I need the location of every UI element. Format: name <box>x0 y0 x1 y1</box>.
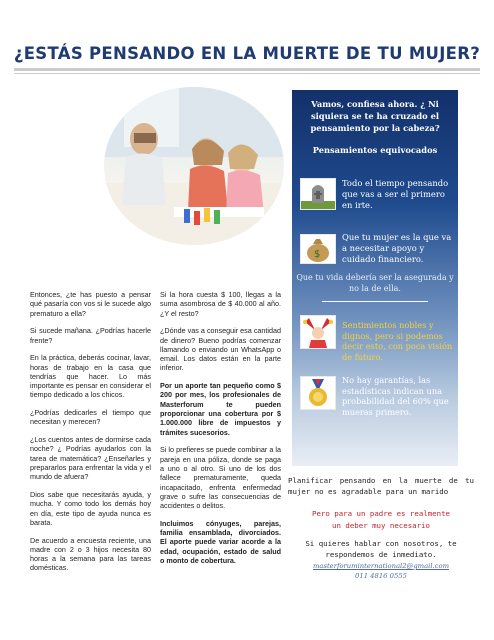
panel-subheader: Pensamientos equivocados <box>312 145 438 155</box>
left-paragraph-1: Entonces, ¿te has puesto a pensar qué pasaría con vos si le sucede algo prematuro a ella? <box>30 290 151 318</box>
middle-paragraph-1: Si la hora cuesta $ 100, llegas a la suma asombrosa de $ 40.000 al año. ¿Y el resto? <box>160 290 281 318</box>
panel-divider <box>322 301 428 302</box>
svg-text:$: $ <box>314 249 321 260</box>
left-text-column <box>30 290 151 581</box>
panel-header: Vamos, confiesa ahora. ¿ Ni siquiera se te ha cruzado el pensamiento por la cabeza? <box>310 99 440 133</box>
middle-paragraph-4: Si lo prefieres se puede combinar a la pareja en una póliza, donde se paga a uno o al otro. Si uno de los dos fallece prematuramente, queda incapacitado, enfrenta enfermedad grave o sufre las consecuencias de accidentes o delitos. <box>160 445 281 511</box>
left-paragraph-7: De acuerdo a encuesta reciente, una madre con 2 o 3 hijos necesita 80 horas a la semana para las tareas domésticas. <box>30 535 151 573</box>
middle-text-column <box>160 290 281 574</box>
panel-item-1: Todo el tiempo pensando que vas a ser el primero en irte. <box>342 178 449 210</box>
panel-item-2: Que tu mujer es la que va a necesitar apoyo y cuidado financiero. <box>342 232 452 264</box>
email-link[interactable]: masterforuminternational2@gmail.com <box>312 562 450 570</box>
family-photo-illustration <box>104 87 284 245</box>
left-paragraph-5: ¿Los cuentos antes de dormirse cada noche? ¿ Podrías ayudarlos con la tarea de matemática? ¿Enseñarles y prepararlos para enfrentar la vida y el mundo de afuera? <box>30 435 151 482</box>
left-paragraph-3: En la práctica, deberás cocinar, lavar, horas de trabajo en la casa que tendrías que hacer. Lo más importante es pensar en considerar el tiempo dedicado a los chicos. <box>30 353 151 400</box>
jester-icon <box>300 315 336 349</box>
middle-paragraph-coverage: Incluimos cónyuges, parejas, familia ensamblada, divorciados. El aporte puede variar acorde a la edad, ocupación, estado de salud o monto de cobertura. <box>160 518 281 565</box>
left-paragraph-2: Si sucede mañana. ¿Podrías hacerle frente? <box>30 326 151 345</box>
tombstone-icon <box>300 178 336 210</box>
family-photo <box>104 87 284 245</box>
medal-icon <box>300 376 336 410</box>
middle-paragraph-offer: Por un aporte tan pequeño como $ 200 por mes, los profesionales de Masterforum te pueden proporcionar una cobertura por $ 1.000.000 libre de impuestos y trámites sucesorios. <box>160 381 281 437</box>
planning-message: Planificar pensando en la muerte de tu mujer no es agradable para un marido <box>288 476 474 496</box>
thoughts-panel <box>292 90 458 466</box>
contact-message: Si quieres hablar con nosotros, te respondemos de inmediato. <box>305 539 457 559</box>
panel-item-4: No hay garantías, las estadísticas indican una probabilidad del 60% que mueras primero. <box>342 375 449 417</box>
title-rule-thick <box>14 68 480 71</box>
title-rule-thin <box>14 73 480 74</box>
red-message-line-2: un deber muy necesario <box>332 521 430 530</box>
money-bag-icon <box>300 234 336 264</box>
middle-paragraph-2: ¿Dónde vas a conseguir esa cantidad de dinero? Bueno podrías comenzar llamando o enviando un WhatsApp o email. Los datos están en la parte inferior. <box>160 326 281 373</box>
phone-number: 011 4816 0555 <box>355 572 407 580</box>
panel-life-line: Que tu vida debería ser la asegurada y no la de ella. <box>296 273 454 293</box>
left-paragraph-4: ¿Podrías dedicarles el tiempo que necesitan y merecen? <box>30 408 151 427</box>
panel-item-3: Sentimientos nobles y dignos, pero si podemos decir esto, con poca visión de futuro. <box>342 320 453 362</box>
left-paragraph-6: Dios sabe que necesitarás ayuda, y mucha. Y como todo los demás hoy en día, este tipo de ayuda nunca es barata. <box>30 490 151 527</box>
page-title: ¿ESTÁS PENSANDO EN LA MUERTE DE TU MUJER? <box>13 44 481 63</box>
red-message-line-1: Pero para un padre es realmente <box>312 509 450 518</box>
